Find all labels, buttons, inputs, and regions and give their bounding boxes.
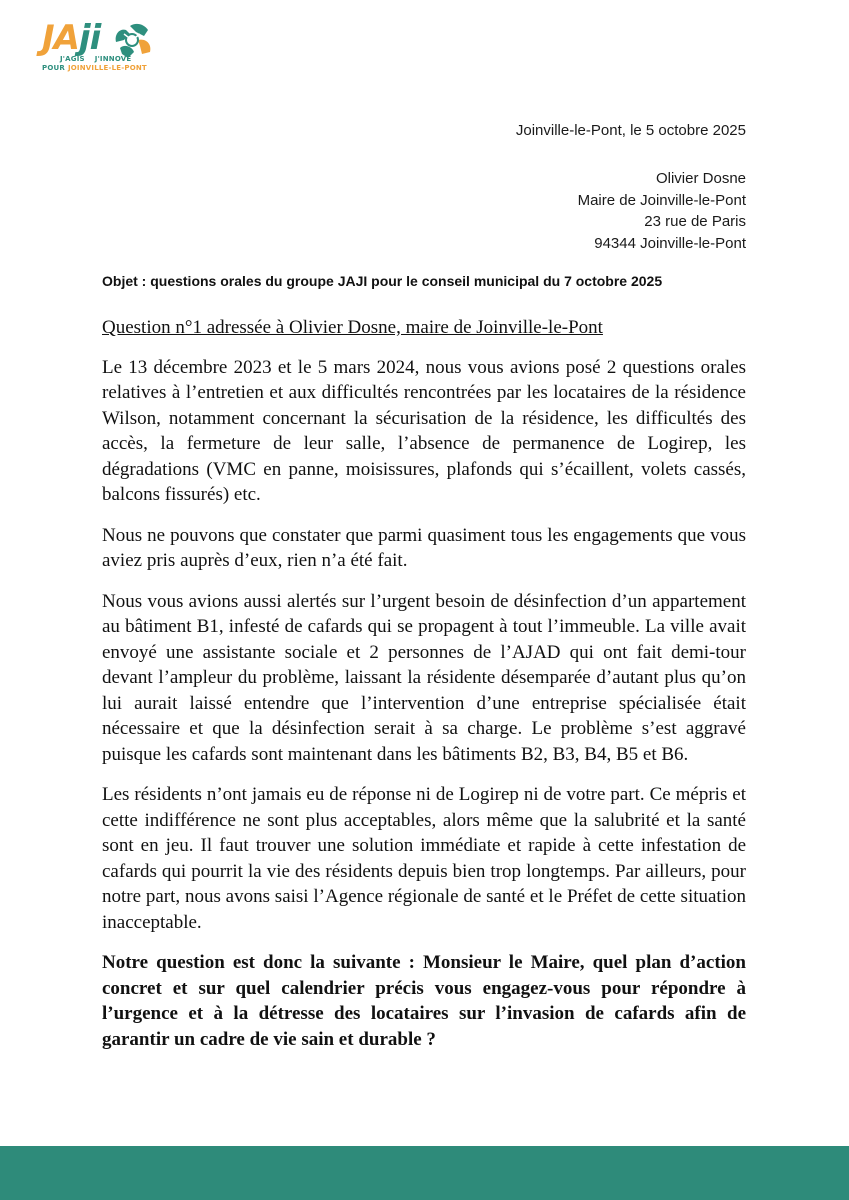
paragraph-4: Les résidents n’ont jamais eu de réponse ni de Logirep ni de votre part. Ce mépris et cette indifférence ne sont plus acceptables, alors même que la salubrité et la santé sont en jeu. Il faut trouver une solution immédiate et rapide à cette infestation de cafards qui pourrit la vie des résidents depuis bien trop longtemps. Par ailleurs, pour notre part, nous avons saisi l’Agence régionale de santé et le Préfet de cette situation inacceptable.: [102, 784, 746, 933]
final-question: Notre question est donc la suivante : Monsieur le Maire, quel plan d’action concret et sur quel calendrier précis vous engagez-vous pour répondre à l’urgence et à la détresse des locataires sur l’invasion de cafards afin de garantir un cadre de vie sain et durable ?: [102, 952, 746, 1050]
logo-tagline-2: [42, 64, 147, 72]
paragraph-2: Nous ne pouvons que constater que parmi quasiment tous les engagements que vous aviez pris auprès d’eux, rien n’a été fait.: [102, 524, 746, 571]
logo-tag-city: JOINVILLE-LE-PONT: [67, 64, 147, 72]
recipient-name: Olivier Dosne: [655, 170, 746, 187]
logo-word-part1: JA: [42, 18, 79, 58]
logo-tag-agis: J'AGIS: [60, 55, 85, 63]
question-title: Question n°1 adressée à Olivier Dosne, maire de Joinville-le-Pont: [102, 317, 603, 338]
paragraph-3: Nous vous avions aussi alertés sur l’urgent besoin de désinfection d’un appartement au bâtiment B1, infesté de cafards qui se propagent à tout l’immeuble. La ville avait envoyé une assistante sociale et 2 personnes de l’AJAD qui ont fait demi-tour devant l’ampleur du problème, laissant la résidente désemparée d’autant plus qu’on lui aurait laissé entendre que l’intervention d’une entreprise spécialisée était nécessaire et que la désinfection serait à sa charge. Le problème s’est aggravé puisque les cafards sont maintenant dans les bâtiments B2, B3, B4, B5 et B6.: [102, 590, 746, 765]
recipient-city: 94344 Joinville-le-Pont: [594, 234, 746, 252]
hands-icon: [110, 20, 154, 60]
recipient-title: Maire de Joinville-le-Pont: [577, 191, 746, 209]
recipient-street: 23 rue de Paris: [644, 213, 746, 230]
place-date: Joinville-le-Pont, le 5 octobre 2025: [515, 122, 746, 139]
jaji-logo: [40, 18, 160, 74]
logo-tag-innove: J'INNOVE: [94, 55, 132, 63]
logo-tag-pour: POUR: [42, 64, 65, 72]
paragraph-1: Le 13 décembre 2023 et le 5 mars 2024, nous vous avions posé 2 questions orales relatives à l’entretien et aux difficultés rencontrées par les locataires de la résidence Wilson, notamment concernant la sécurisation de la résidence, les difficultés des accès, la fermeture de leur salle, l’absence de permanence de Logirep, les dégradations (VMC en panne, moisissures, plafonds qui s’écaillent, volets cassés, balcons fissurés) etc.: [102, 356, 746, 505]
letter-subject: Objet : questions orales du groupe JAJI pour le conseil municipal du 7 octobre 2025: [102, 273, 663, 289]
recipient-address: [578, 168, 746, 254]
logo-wordmark: [42, 18, 100, 58]
logo-word-part2: ji: [78, 18, 101, 58]
footer-band: [0, 1146, 849, 1200]
letter-body: [102, 315, 746, 1067]
logo-tagline-1: [60, 55, 131, 63]
